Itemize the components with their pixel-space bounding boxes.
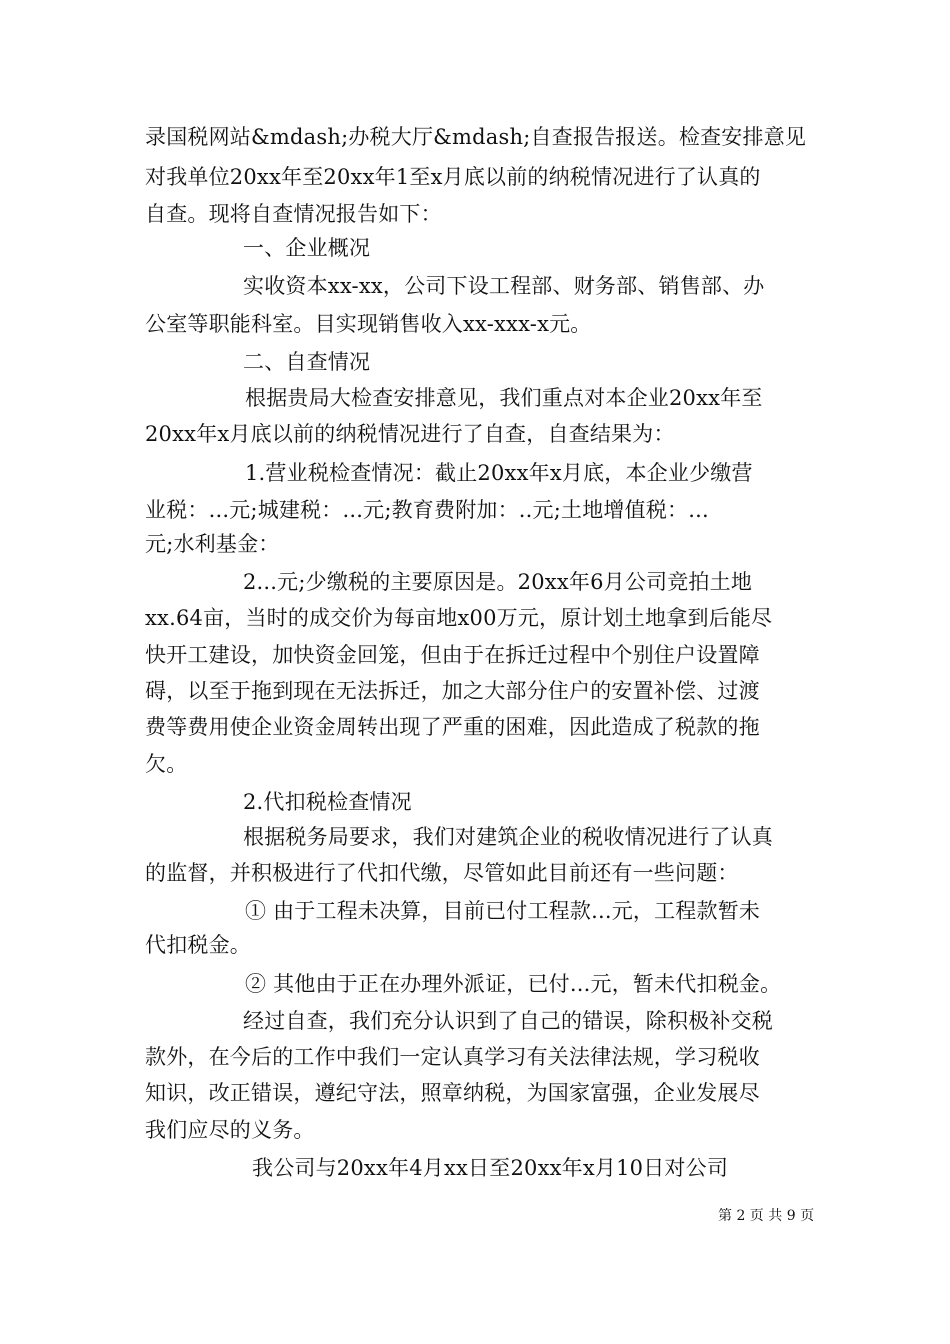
text-line: 款外，在今后的工作中我们一定认真学习有关法律法规，学习税收 [145,1045,760,1069]
text-line: 知识，改正错误，遵纪守法，照章纳税，为国家富强，企业发展尽 [145,1081,760,1105]
text-line: ① 由于工程未决算，目前已付工程款...元，工程款暂未 [245,899,761,923]
text-line: xx.64亩，当时的成交价为每亩地x00万元，原计划土地拿到后能尽 [145,606,773,630]
text-line: 业税：...元;城建税：...元;教育费附加：..元;土地增值税：... [145,498,709,522]
text-line: 我们应尽的义务。 [145,1118,315,1142]
section-heading: 一、企业概况 [243,236,371,260]
text-line: 2...元;少缴税的主要原因是。20xx年6月公司竞拍土地 [243,570,753,594]
text-line: 的监督，并积极进行了代扣代缴，尽管如此目前还有一些问题： [145,861,739,885]
text-line: 20xx年x月底以前的纳税情况进行了自查，自查结果为： [145,422,675,446]
section-heading: 2.代扣税检查情况 [243,790,412,814]
text-line: 碍，以至于拖到现在无法拆迁，加之大部分住户的安置补偿、过渡 [145,679,760,703]
text-line: 公室等职能科室。目实现销售收入xx-xxx-x元。 [145,312,592,336]
text-line: 自查。现将自查情况报告如下： [145,202,442,226]
text-line: 欠。 [145,752,188,776]
text-line: ② 其他由于正在办理外派证，已付...元，暂未代扣税金。 [245,972,782,996]
text-line: 代扣税金。 [145,933,251,957]
text-line: 元;水利基金： [145,532,280,556]
text-line: 我公司与20xx年4月xx日至20xx年x月10日对公司 [252,1156,729,1180]
text-line: 对我单位20xx年至20xx年1至x月底以前的纳税情况进行了认真的 [145,165,761,189]
text-line: 经过自查，我们充分认识到了自己的错误，除积极补交税 [243,1009,773,1033]
section-heading: 二、自查情况 [243,350,371,374]
text-line: 根据贵局大检查安排意见，我们重点对本企业20xx年至 [245,386,763,410]
text-line: 费等费用使企业资金周转出现了严重的困难，因此造成了税款的拖 [145,715,760,739]
text-line: 根据税务局要求，我们对建筑企业的税收情况进行了认真 [243,825,773,849]
text-line: 实收资本xx-xx，公司下设工程部、财务部、销售部、办 [243,274,765,298]
text-line: 录国税网站&mdash;办税大厅&mdash;自查报告报送。检查安排意见 [145,125,807,149]
text-line: 1.营业税检查情况：截止20xx年x月底，本企业少缴营 [245,461,753,485]
page-number: 第 2 页 共 9 页 [718,1208,815,1224]
text-line: 快开工建设，加快资金回笼，但由于在拆迁过程中个别住户设置障 [145,643,760,667]
